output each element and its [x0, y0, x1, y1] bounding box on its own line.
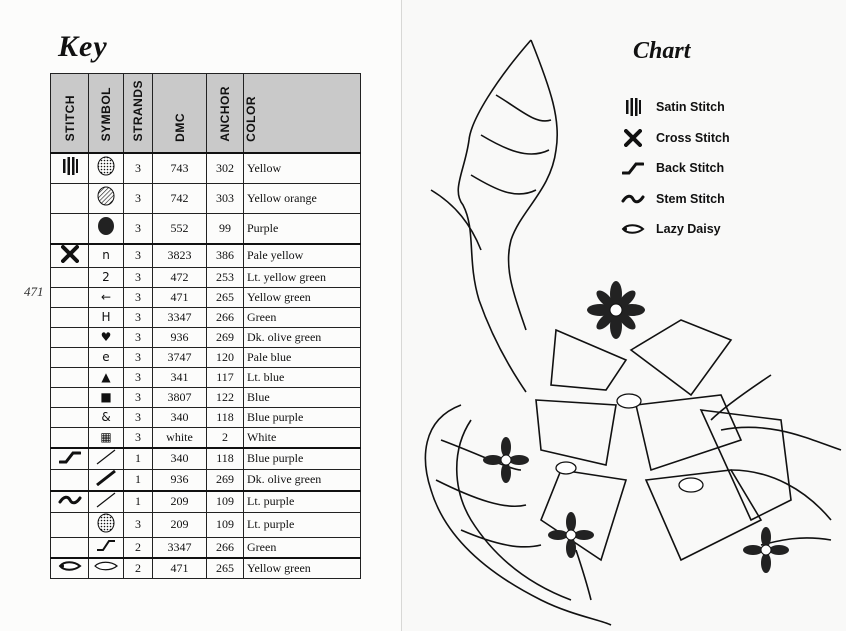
back-stitch-icon — [51, 448, 89, 470]
key-row — [51, 427, 361, 448]
dotted-oval-symbol-icon — [89, 512, 124, 537]
stitch-cell — [51, 287, 89, 307]
key-row — [51, 512, 361, 537]
stitch-cell — [51, 469, 89, 491]
strands-cell: 3 — [124, 327, 153, 347]
key-table-header — [51, 74, 361, 153]
stitch-cell — [51, 213, 89, 244]
key-row — [51, 244, 361, 268]
thin-diagonal-line-symbol-icon — [89, 491, 124, 513]
anchor-cell: 265 — [207, 558, 244, 579]
key-title: Key — [58, 30, 108, 63]
dmc-cell: 3807 — [153, 387, 207, 407]
strands-cell: 2 — [124, 537, 153, 558]
strands-cell: 3 — [124, 512, 153, 537]
key-row — [51, 307, 361, 327]
pencil-note: 471 — [24, 284, 44, 299]
petal-outline — [536, 400, 616, 465]
petal-outline — [701, 410, 791, 520]
header-symbol: SYMBOL — [89, 74, 124, 153]
stem-lower-right — [761, 538, 831, 545]
dmc-cell: 3347 — [153, 307, 207, 327]
stitch-cell — [51, 267, 89, 287]
strands-cell: 2 — [124, 558, 153, 579]
color-name-cell: Pale yellow — [244, 244, 361, 268]
legend-label: Cross Stitch — [656, 130, 730, 145]
dmc-cell: 471 — [153, 558, 207, 579]
key-row — [51, 469, 361, 491]
strands-cell: 3 — [124, 153, 153, 184]
symbol-glyph: ♥ — [89, 327, 124, 347]
daisy — [483, 437, 529, 483]
embroidery-chart-artwork — [401, 0, 846, 631]
symbol-glyph: 2 — [89, 267, 124, 287]
key-row — [51, 367, 361, 387]
stepped-line-symbol-icon — [89, 537, 124, 558]
petal-outline — [646, 470, 761, 560]
stitch-cell — [51, 347, 89, 367]
strands-cell: 1 — [124, 448, 153, 470]
thick-diagonal-line-symbol-icon — [89, 469, 124, 491]
petal-outline — [636, 395, 741, 470]
color-name-cell: Lt. purple — [244, 512, 361, 537]
header-dmc: DMC — [153, 74, 207, 153]
solid-oval-symbol-icon — [89, 213, 124, 244]
ribbon-tail-upper-edge — [509, 40, 558, 330]
key-row — [51, 267, 361, 287]
color-name-cell: Purple — [244, 213, 361, 244]
color-name-cell: Lt. yellow green — [244, 267, 361, 287]
color-name-cell: Pale blue — [244, 347, 361, 367]
dotted-oval-symbol-icon — [89, 153, 124, 184]
stem-bottom — [576, 550, 591, 600]
key-row — [51, 537, 361, 558]
anchor-cell: 120 — [207, 347, 244, 367]
color-name-cell: Yellow green — [244, 558, 361, 579]
ribbon-stripe — [471, 175, 536, 194]
satin-centre — [617, 394, 641, 408]
anchor-cell: 109 — [207, 512, 244, 537]
strands-cell: 3 — [124, 427, 153, 448]
key-row — [51, 558, 361, 579]
stitch-cell — [51, 327, 89, 347]
dmc-cell: 209 — [153, 491, 207, 513]
anchor-cell: 118 — [207, 407, 244, 427]
legend-label: Lazy Daisy — [656, 222, 721, 237]
anchor-cell: 117 — [207, 367, 244, 387]
anchor-cell: 99 — [207, 213, 244, 244]
color-name-cell: Blue purple — [244, 407, 361, 427]
anchor-cell: 122 — [207, 387, 244, 407]
color-name-cell: Green — [244, 307, 361, 327]
leaf-outline-symbol-icon — [89, 558, 124, 579]
anchor-cell: 2 — [207, 427, 244, 448]
header-color: COLOR — [244, 74, 361, 153]
dmc-cell: 552 — [153, 213, 207, 244]
symbol-glyph: ▲ — [89, 367, 124, 387]
strands-cell: 3 — [124, 183, 153, 213]
stitch-cell — [51, 183, 89, 213]
strands-cell: 3 — [124, 347, 153, 367]
petal-outline — [551, 330, 626, 390]
ribbon-tail-upper — [458, 40, 531, 392]
color-name-cell: Lt. purple — [244, 491, 361, 513]
daisy — [743, 527, 789, 573]
stitch-cell — [51, 512, 89, 537]
color-name-cell: Blue purple — [244, 448, 361, 470]
hatched-oval-symbol-icon — [89, 183, 124, 213]
dmc-cell: 936 — [153, 469, 207, 491]
stitch-cell — [51, 387, 89, 407]
dmc-cell: 936 — [153, 327, 207, 347]
anchor-cell: 303 — [207, 183, 244, 213]
symbol-glyph: ← — [89, 287, 124, 307]
color-name-cell: Yellow green — [244, 287, 361, 307]
anchor-cell: 266 — [207, 537, 244, 558]
satin-centre — [556, 462, 576, 474]
dmc-cell: white — [153, 427, 207, 448]
symbol-glyph: e — [89, 347, 124, 367]
strands-cell: 3 — [124, 307, 153, 327]
color-name-cell: Yellow orange — [244, 183, 361, 213]
symbol-glyph: ▦ — [89, 427, 124, 448]
dmc-cell: 3747 — [153, 347, 207, 367]
dmc-cell: 340 — [153, 407, 207, 427]
strands-cell: 1 — [124, 469, 153, 491]
strands-cell: 3 — [124, 407, 153, 427]
color-name-cell: White — [244, 427, 361, 448]
strands-cell: 1 — [124, 491, 153, 513]
dmc-cell: 471 — [153, 287, 207, 307]
dmc-cell: 340 — [153, 448, 207, 470]
dmc-cell: 209 — [153, 512, 207, 537]
stem-right — [711, 375, 771, 420]
stem-stitch-icon — [51, 491, 89, 513]
anchor-cell: 386 — [207, 244, 244, 268]
color-name-cell: Dk. olive green — [244, 327, 361, 347]
cross-stitch-icon — [51, 244, 89, 268]
chart-title: Chart — [633, 38, 691, 64]
dmc-cell: 3347 — [153, 537, 207, 558]
legend-label: Stem Stitch — [656, 191, 725, 206]
header-anchor: ANCHOR — [207, 74, 244, 153]
key-row — [51, 448, 361, 470]
stitch-cell — [51, 367, 89, 387]
stem-left — [431, 190, 481, 250]
stitch-cell — [51, 407, 89, 427]
strands-cell: 3 — [124, 367, 153, 387]
petal-outline — [541, 470, 626, 560]
ribbon-loop-inner — [457, 420, 571, 600]
color-name-cell: Blue — [244, 387, 361, 407]
strands-cell: 3 — [124, 244, 153, 268]
ribbon-loop-left — [425, 405, 611, 625]
anchor-cell: 265 — [207, 287, 244, 307]
strands-cell: 3 — [124, 267, 153, 287]
strands-cell: 3 — [124, 387, 153, 407]
key-row — [51, 407, 361, 427]
key-row — [51, 347, 361, 367]
dmc-cell: 3823 — [153, 244, 207, 268]
lazy-daisy-icon — [51, 558, 89, 579]
color-name-cell: Yellow — [244, 153, 361, 184]
legend-label: Satin Stitch — [656, 100, 725, 115]
satin-centre — [679, 478, 703, 492]
anchor-cell: 118 — [207, 448, 244, 470]
header-strands: STRANDS — [124, 74, 153, 153]
key-table — [50, 73, 361, 579]
key-row — [51, 491, 361, 513]
ribbon-stripe — [436, 480, 526, 506]
stitch-cell — [51, 427, 89, 448]
thin-diagonal-line-symbol-icon — [89, 448, 124, 470]
dmc-cell: 742 — [153, 183, 207, 213]
anchor-cell: 302 — [207, 153, 244, 184]
stitch-cell — [51, 537, 89, 558]
header-stitch: STITCH — [51, 74, 89, 153]
legend-label: Back Stitch — [656, 161, 725, 176]
strands-cell: 3 — [124, 213, 153, 244]
petal-outline — [631, 320, 731, 395]
symbol-glyph: H — [89, 307, 124, 327]
satin-stitch-icon — [51, 153, 89, 184]
color-name-cell: Dk. olive green — [244, 469, 361, 491]
ribbon-stripe — [481, 135, 549, 154]
key-row — [51, 153, 361, 184]
dmc-cell: 743 — [153, 153, 207, 184]
stitch-cell — [51, 307, 89, 327]
anchor-cell: 269 — [207, 469, 244, 491]
color-name-cell: Green — [244, 537, 361, 558]
ribbon-stripe — [461, 530, 541, 547]
dmc-cell: 472 — [153, 267, 207, 287]
key-row — [51, 183, 361, 213]
key-row — [51, 327, 361, 347]
dmc-cell: 341 — [153, 367, 207, 387]
anchor-cell: 253 — [207, 267, 244, 287]
anchor-cell: 269 — [207, 327, 244, 347]
strands-cell: 3 — [124, 287, 153, 307]
symbol-glyph: & — [89, 407, 124, 427]
symbol-glyph: ■ — [89, 387, 124, 407]
key-row — [51, 213, 361, 244]
ribbon-stripe — [496, 95, 551, 121]
anchor-cell: 109 — [207, 491, 244, 513]
daisy — [587, 281, 645, 339]
symbol-glyph: n — [89, 244, 124, 268]
anchor-cell: 266 — [207, 307, 244, 327]
key-row — [51, 287, 361, 307]
color-name-cell: Lt. blue — [244, 367, 361, 387]
ribbon-loop-right — [721, 427, 841, 450]
key-row — [51, 387, 361, 407]
